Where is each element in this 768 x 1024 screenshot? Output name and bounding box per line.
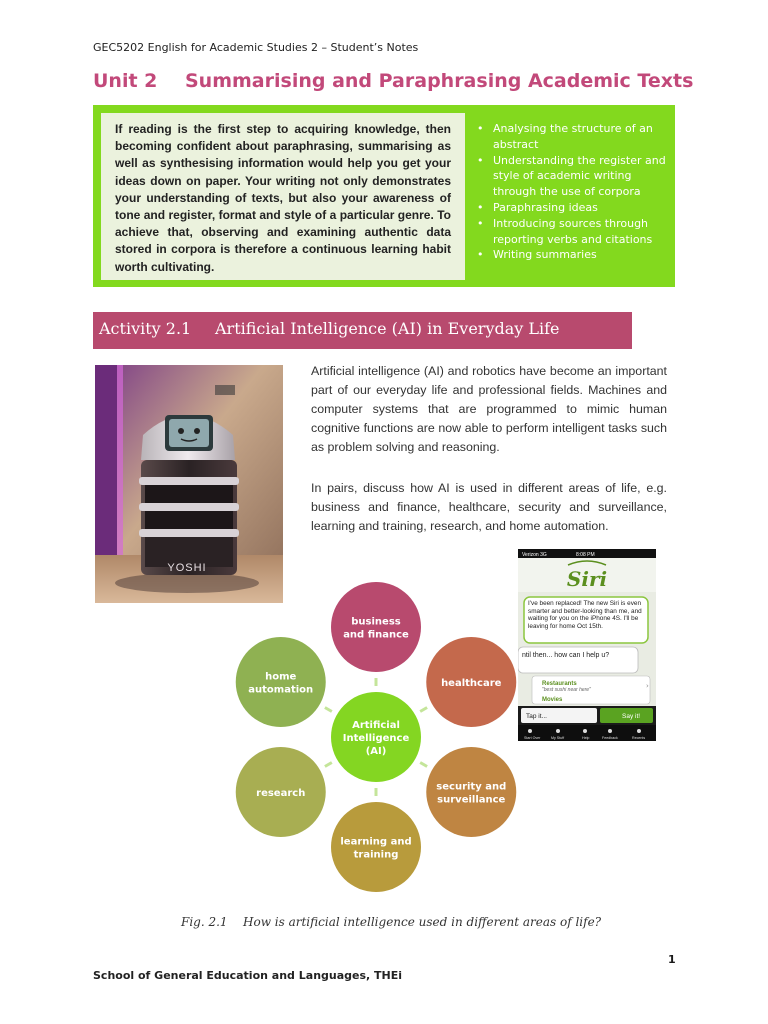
siri-tab: My Stuff [551, 736, 565, 740]
activity-heading [93, 312, 632, 349]
diagram-connector [420, 763, 427, 767]
svg-text:›: › [646, 682, 649, 690]
diagram-node-label: surveillance [437, 794, 506, 806]
discussion-paragraph: In pairs, discuss how AI is used in different areas of life, e.g. business and finance, healthcare, security and surveillance, learning and training, research, and home automation. [311, 481, 667, 533]
diagram-node [331, 802, 421, 892]
diagram-node [236, 747, 326, 837]
diagram-node-label: healthcare [441, 678, 502, 689]
diagram-connector [325, 708, 332, 712]
unit-heading [93, 70, 693, 92]
diagram-connector [420, 708, 427, 712]
diagram-node [426, 637, 516, 727]
diagram-node-label: business [351, 616, 401, 628]
siri-say-label: Say it! [622, 713, 641, 720]
activity-title: Artificial Intelligence (AI) in Everyday Life [215, 319, 560, 338]
diagram-node [426, 747, 516, 837]
unit-number: Unit 2 [93, 70, 158, 92]
unit-title: Summarising and Paraphrasing Academic Texts [185, 70, 694, 92]
diagram-node-label: security and [436, 781, 507, 793]
siri-tab: Start Over [524, 736, 541, 740]
siri-row1-title: Restaurants [542, 681, 577, 687]
figure-caption [181, 915, 601, 929]
intro-box [93, 105, 675, 287]
siri-bubble-text: I've been replaced! The new Siri is even smarter and better-looking than me, and waiting for you on the iPhone 4S. I'll be leaving for home Oct 15th. [528, 600, 642, 630]
diagram-node-label: Artificial [352, 720, 400, 731]
siri-row1-sub: "best sushi near here" [542, 687, 591, 693]
objective-item: • Introducing sources through reporting verbs and citations [475, 216, 671, 248]
figure-caption-text: How is artificial intelligence used in different areas of life? [243, 915, 602, 929]
page-number: 1 [668, 953, 676, 966]
diagram-node-label: home [265, 671, 297, 683]
diagram-node [236, 637, 326, 727]
diagram-node-label: and finance [343, 629, 409, 641]
objective-item: • Writing summaries [475, 247, 671, 263]
diagram-center-node [331, 692, 421, 782]
diagram-node-label: training [353, 849, 399, 861]
intro-paragraph: Artificial intelligence (AI) and robotics have become an important part of our everyday life and professional fields. Machines and computer systems that are programmed to mimic human cognitive functions are now able to perform intelligent tasks such as problem solving and reasoning. [311, 364, 667, 454]
ai-applications-diagram [210, 570, 540, 910]
siri-tab: Recents [632, 736, 646, 740]
siri-prompt-text: ntil then... how can I help u? [522, 652, 610, 659]
running-head: GEC5202 English for Academic Studies 2 – Student’s Notes [93, 41, 419, 54]
diagram-node-label: research [256, 788, 306, 799]
siri-carrier: Verizon 3G [522, 552, 547, 558]
figure-number: Fig. 2.1 [181, 915, 228, 929]
activity-number: Activity 2.1 [99, 319, 192, 338]
diagram-node-label: learning and [340, 836, 412, 848]
learning-objectives [475, 121, 671, 263]
robot-label: YOSHI [167, 562, 207, 574]
diagram-node [331, 582, 421, 672]
siri-tap-label: Tap it... [526, 713, 547, 720]
diagram-node-label: automation [248, 684, 314, 696]
siri-time: 8:08 PM [576, 552, 595, 558]
siri-tab: Help [582, 736, 590, 740]
intro-text: If reading is the first step to acquiring knowledge, then becoming confident about paraphrasing, summarising as well as synthesising information would help you get your ideas down on paper. Your writing not only demonstrates your understanding of texts, but also your awareness of tone and register, format and style of a particular genre. To achieve that, observing and examining authentic data stored in corpora is therefore a continuous learning habit worth cultivating. [115, 122, 451, 274]
diagram-node-label: Intelligence [342, 733, 410, 744]
siri-logo: Siri [566, 567, 608, 591]
robot-photo [95, 365, 283, 603]
objective-item: • Analysing the structure of an abstract [475, 121, 671, 153]
diagram-connector [325, 763, 332, 767]
siri-tab: Feedback [602, 736, 618, 740]
objective-item: • Understanding the register and style of academic writing through the use of corpora [475, 153, 671, 200]
intro-text-panel [101, 113, 465, 280]
objective-item: • Paraphrasing ideas [475, 200, 671, 216]
siri-row2-title: Movies [542, 697, 563, 703]
diagram-node-label: (AI) [365, 746, 387, 757]
page-footer: School of General Education and Languages, THEi [93, 969, 403, 982]
